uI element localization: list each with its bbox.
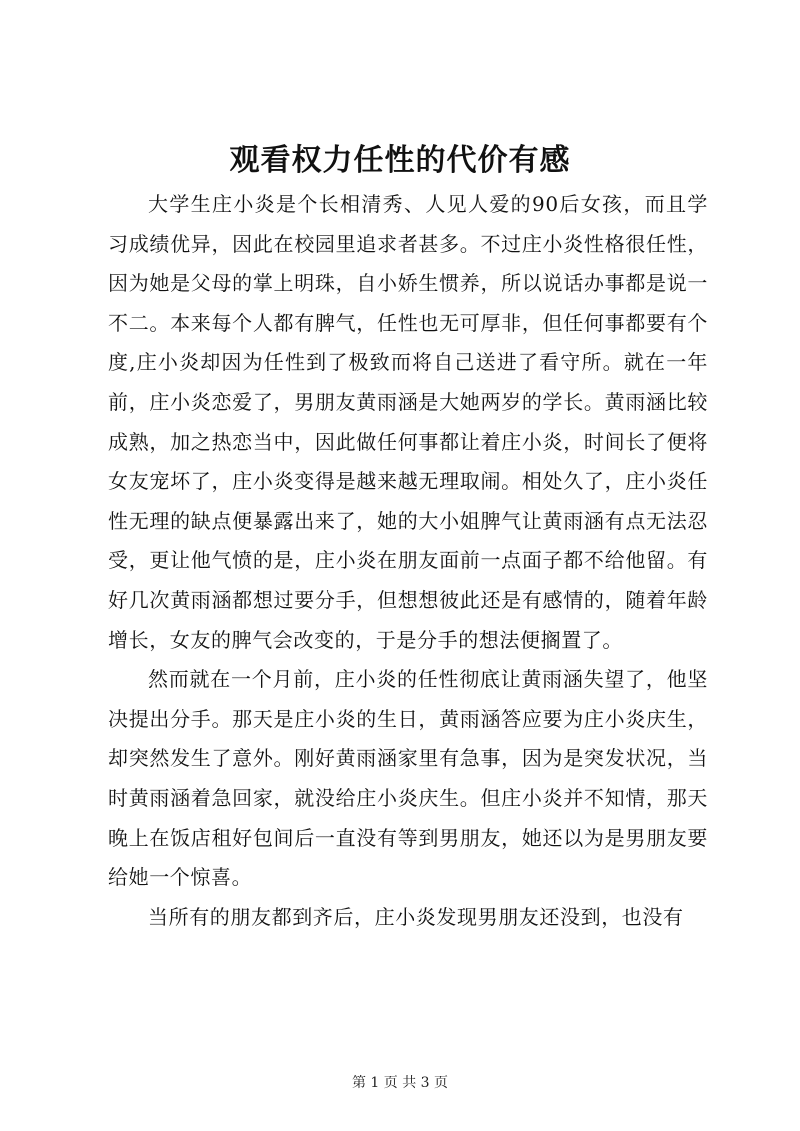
paragraph-3: 当所有的朋友都到齐后，庄小炎发现男朋友还没到，也没有 [148, 904, 684, 929]
paragraph-2: 然而就在一个月前，庄小炎的任性彻底让黄雨涵失望了，他坚决提出分手。那天是庄小炎的生日，黄雨涵答应要为庄小炎庆生，却突然发生了意外。刚好黄雨涵家里有急事，因为是突发状况，当时黄雨涵着急回家，就没给庄小炎庆生。但庄小炎并不知情，那天晚上在饭店租好包间后一直没有等到男朋友，她还以为是男朋友要给她一个惊喜。 [108, 667, 708, 890]
page-number-footer: 第 1 页 共 3 页 [351, 1075, 449, 1091]
document-body [108, 185, 708, 937]
document-title: 观看权力任性的代价有感 [229, 143, 571, 178]
paragraph-1: 大学生庄小炎是个长相清秀、人见人爱的90后女孩，而且学习成绩优异，因此在校园里追求者甚多。不过庄小炎性格很任性，因为她是父母的掌上明珠，自小娇生惯养，所以说话办事都是说一不二。本来每个人都有脾气，任性也无可厚非，但任何事都要有个度,庄小炎却因为任性到了极致而将自己送进了看守所。就在一年前，庄小炎恋爱了，男朋友黄雨涵是大她两岁的学长。黄雨涵比较成熟，加之热恋当中，因此做任何事都让着庄小炎，时间长了便将女友宠坏了，庄小炎变得是越来越无理取闹。相处久了，庄小炎任性无理的缺点便暴露出来了，她的大小姐脾气让黄雨涵有点无法忍受，更让他气愤的是，庄小炎在朋友面前一点面子都不给他留。有好几次黄雨涵都想过要分手，但想想彼此还是有感情的，随着年龄增长，女友的脾气会改变的，于是分手的想法便搁置了。 [108, 192, 708, 652]
